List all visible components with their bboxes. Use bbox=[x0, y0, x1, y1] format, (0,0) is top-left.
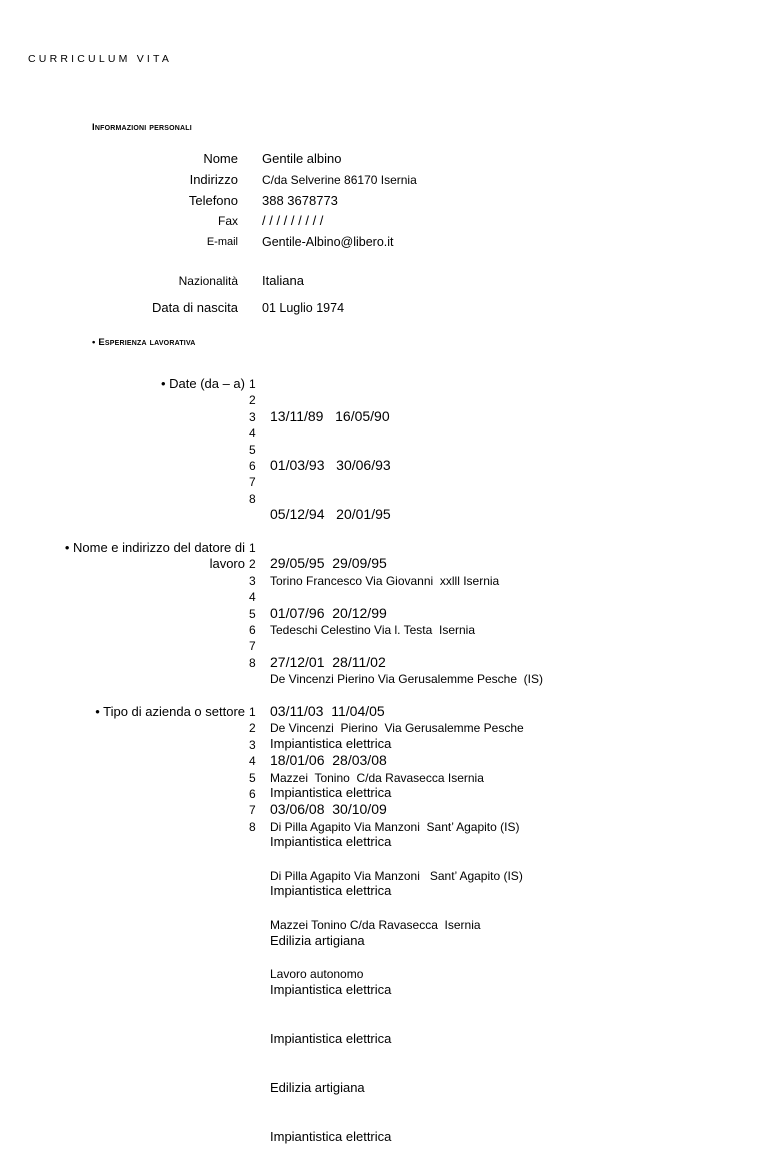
list-number: 7 bbox=[249, 475, 256, 490]
employer-row: Mazzei Tonino C/da Ravasecca Isernia bbox=[270, 770, 484, 785]
sector-numbers bbox=[249, 704, 261, 835]
list-number: 3 bbox=[249, 409, 256, 424]
section-heading-personal: Informazioni personali bbox=[92, 122, 192, 133]
sector-row: Impiantistica elettrica bbox=[270, 1129, 392, 1145]
sector-row: Impiantistica elettrica bbox=[270, 1031, 392, 1047]
value-nazionalita: Italiana bbox=[262, 273, 304, 288]
list-number: 1 bbox=[249, 541, 256, 555]
employer-row: Torino Francesco Via Giovanni xxlll Isernia bbox=[270, 573, 500, 588]
label-nome: Nome bbox=[203, 151, 238, 166]
list-number: 8 bbox=[249, 655, 256, 670]
list-number: 6 bbox=[249, 786, 256, 801]
value-indirizzo: C/da Selverine 86170 Isernia bbox=[262, 173, 417, 187]
sector-row: Edilizia artigiana bbox=[270, 932, 365, 948]
sector-row: Impiantistica elettrica bbox=[270, 883, 392, 899]
value-telefono: 388 3678773 bbox=[262, 193, 338, 208]
date-row: 01/07/96 20/12/99 bbox=[270, 604, 387, 621]
list-number: 6 bbox=[249, 458, 256, 473]
label-date: • Date (da – a) bbox=[160, 376, 245, 391]
employer-row: Di Pilla Agapito Via Manzoni Sant’ Agapito (IS) bbox=[270, 869, 523, 884]
value-data-nascita: 01 Luglio 1974 bbox=[262, 301, 345, 315]
list-number: 3 bbox=[249, 573, 256, 588]
employer-row: Tedeschi Celestino Via l. Testa Isernia bbox=[270, 623, 476, 638]
date-row: 18/01/06 28/03/08 bbox=[270, 752, 387, 769]
sector-row: Impiantistica elettrica bbox=[270, 785, 392, 801]
date-row: 01/03/93 30/06/93 bbox=[270, 457, 391, 474]
list-number: 1 bbox=[249, 705, 256, 719]
sector-row: Impiantistica elettrica bbox=[270, 981, 392, 997]
employer-row: Mazzei Tonino C/da Ravasecca Isernia bbox=[270, 918, 481, 933]
employer-numbers bbox=[249, 540, 261, 671]
date-row: 03/11/03 11/04/05 bbox=[270, 703, 385, 720]
employer-row: De Vincenzi Pierino Via Gerusalemme Pesche bbox=[270, 721, 524, 736]
list-number: 8 bbox=[249, 819, 256, 834]
list-number: 4 bbox=[249, 754, 256, 769]
value-nome: Gentile albino bbox=[262, 151, 342, 166]
label-datore-line1: • Nome e indirizzo del datore di bbox=[64, 540, 245, 555]
sector-list bbox=[270, 703, 391, 1162]
list-number: 4 bbox=[249, 590, 256, 605]
list-number: 6 bbox=[249, 622, 256, 637]
list-number: 8 bbox=[249, 491, 256, 506]
date-row: 13/11/89 16/05/90 bbox=[270, 407, 390, 424]
list-number: 1 bbox=[249, 377, 256, 391]
page-title: CURRICULUM VITA bbox=[28, 53, 173, 65]
label-data-nascita: Data di nascita bbox=[152, 300, 238, 315]
label-telefono: Telefono bbox=[188, 193, 238, 208]
employer-row: De Vincenzi Pierino Via Gerusalemme Pesche (IS) bbox=[270, 672, 544, 687]
sector-row: Impiantistica elettrica bbox=[270, 735, 392, 751]
value-email: Gentile-Albino@libero.it bbox=[262, 235, 394, 249]
date-row: 05/12/94 20/01/95 bbox=[270, 506, 391, 523]
list-number: 2 bbox=[249, 721, 256, 736]
list-number: 7 bbox=[249, 639, 256, 654]
employer-row: Di Pilla Agapito Via Manzoni Sant’ Agapito (IS) bbox=[270, 819, 520, 834]
label-datore bbox=[65, 540, 245, 572]
list-number: 2 bbox=[249, 393, 256, 408]
sector-row: Edilizia artigiana bbox=[270, 1080, 365, 1096]
section-heading-experience: • Esperienza lavorativa bbox=[92, 337, 196, 348]
label-datore-line2: lavoro bbox=[209, 556, 245, 571]
label-nazionalita: Nazionalità bbox=[178, 274, 238, 288]
list-number: 5 bbox=[249, 442, 256, 457]
list-number: 7 bbox=[249, 803, 256, 818]
label-settore: • Tipo di azienda o settore bbox=[95, 704, 245, 719]
date-row: 03/06/08 30/10/09 bbox=[270, 801, 387, 818]
date-numbers bbox=[249, 376, 261, 507]
list-number: 2 bbox=[249, 557, 256, 572]
date-row: 29/05/95 29/09/95 bbox=[270, 555, 387, 572]
value-fax: / / / / / / / / / bbox=[262, 213, 324, 228]
list-number: 3 bbox=[249, 737, 256, 752]
label-fax: Fax bbox=[217, 214, 238, 228]
sector-row: Impiantistica elettrica bbox=[270, 834, 392, 850]
date-row: 27/12/01 28/11/02 bbox=[270, 653, 386, 670]
list-number: 5 bbox=[249, 770, 256, 785]
label-indirizzo: Indirizzo bbox=[189, 172, 238, 187]
employer-row: Lavoro autonomo bbox=[270, 967, 364, 982]
label-email: E-mail bbox=[206, 236, 238, 248]
list-number: 5 bbox=[249, 606, 256, 621]
list-number: 4 bbox=[249, 426, 256, 441]
